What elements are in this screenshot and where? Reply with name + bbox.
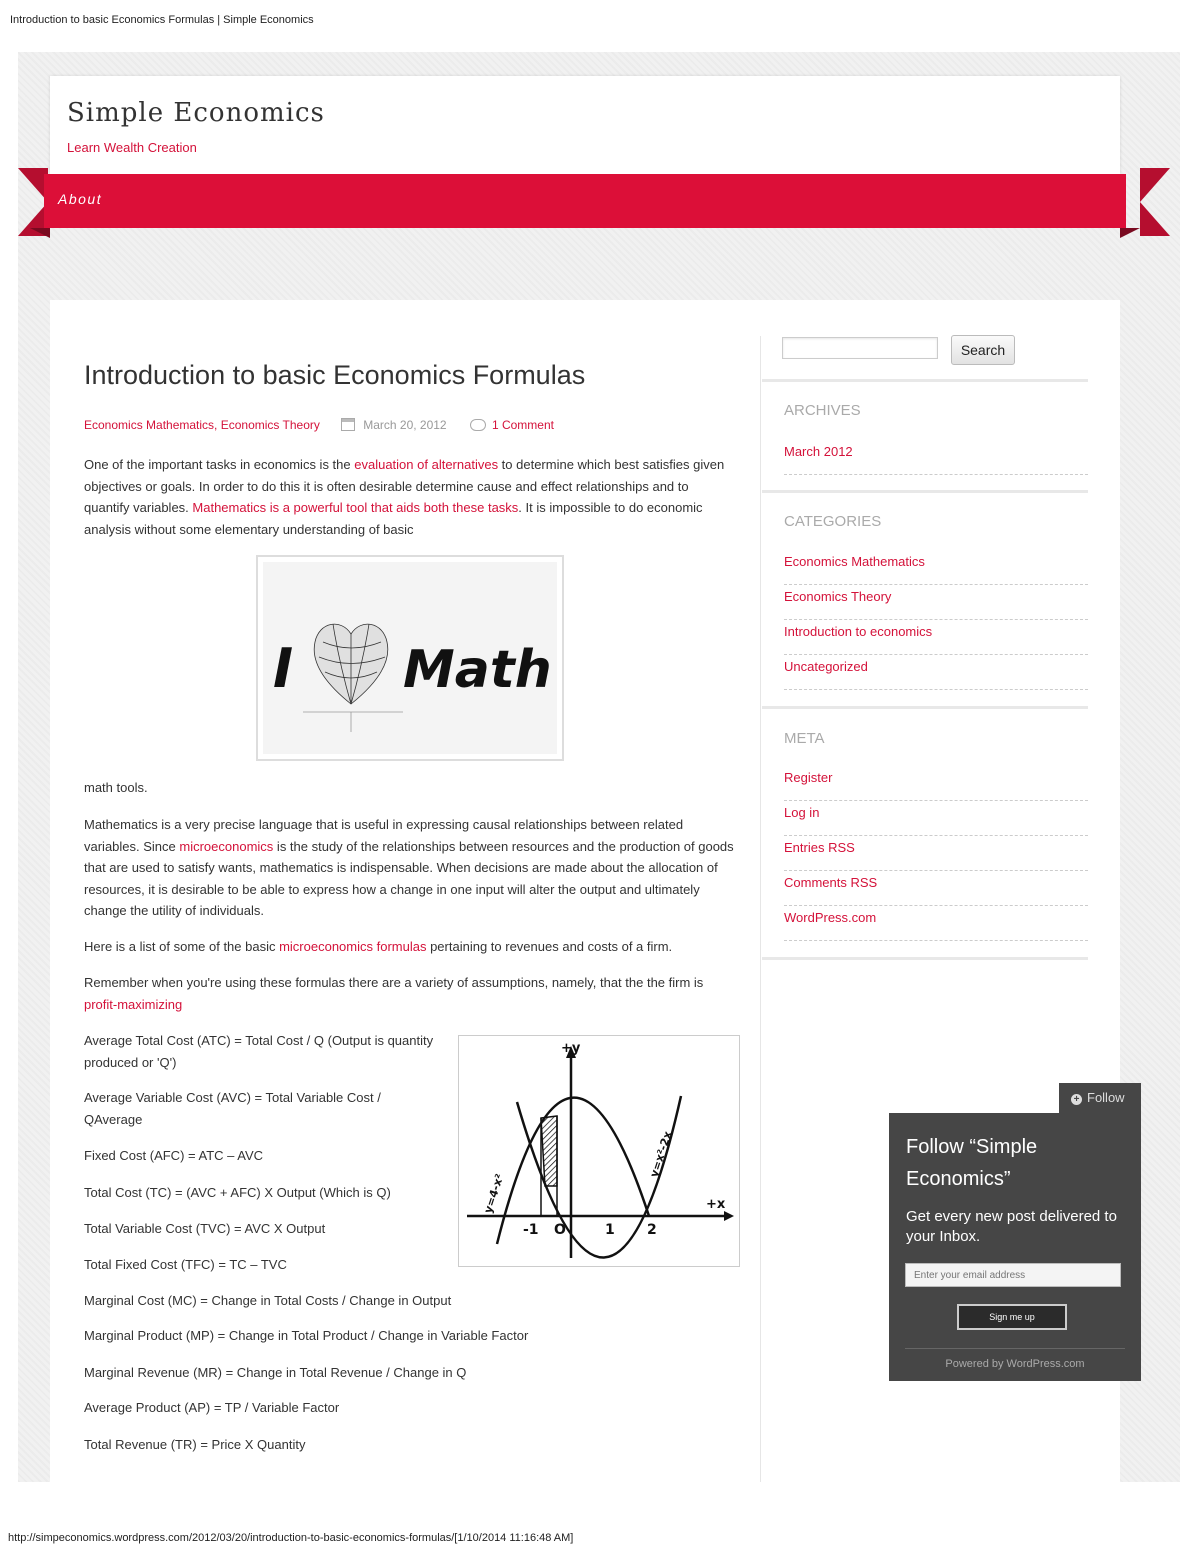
post-paragraph-4	[84, 972, 739, 1015]
meta-list	[784, 766, 1088, 941]
widget-separator	[762, 706, 1088, 709]
formula-mp: Marginal Product (MP) = Change in Total Product / Change in Variable Factor	[84, 1328, 529, 1343]
ribbon-end-right	[1140, 168, 1170, 236]
link-profit-maximizing[interactable]: profit-maximizing	[84, 996, 183, 1012]
print-page-title: Introduction to basic Economics Formulas | Simple Economics	[10, 14, 314, 26]
category-introduction-to-economics[interactable]: Introduction to economics	[784, 624, 933, 639]
follow-tab-button[interactable]	[1059, 1083, 1141, 1113]
tick-label: 2	[647, 1222, 657, 1238]
category-economics-theory[interactable]: Economics Theory	[784, 589, 892, 604]
list-item	[784, 550, 1088, 585]
list-item	[784, 620, 1088, 655]
svg-text:Math: Math	[403, 640, 552, 700]
formula-atc: Average Total Cost (ATC) = Total Cost / Q (Output is quantity produced or 'Q')	[84, 1033, 434, 1070]
comment-bubble-icon	[470, 419, 486, 431]
category-separator: ,	[214, 418, 221, 432]
meta-entries-rss-link[interactable]: Entries RSS	[784, 840, 855, 855]
link-evaluation-of-alternatives[interactable]: evaluation of alternatives	[354, 457, 499, 472]
curve-4-minus-x2	[497, 1098, 649, 1244]
meta-wordpress-link[interactable]: WordPress.com	[784, 910, 877, 925]
site-title[interactable]: Simple Economics	[67, 98, 325, 128]
sign-me-up-button[interactable]: Sign me up	[957, 1304, 1067, 1330]
follow-title: Follow “Simple Economics”	[906, 1136, 1038, 1190]
sidebar-divider	[760, 336, 761, 1482]
nav-item-about[interactable]: About	[58, 191, 103, 207]
i-love-math-image	[256, 555, 564, 761]
curve-label-left: y=4-x²	[481, 1172, 507, 1215]
list-item	[784, 766, 1088, 801]
formula-ap: Average Product (AP) = TP / Variable Factor	[84, 1400, 340, 1415]
post-paragraph-2	[84, 814, 739, 922]
formula-tc: Total Cost (TC) = (AVC + AFC) X Output (Which is Q)	[84, 1185, 391, 1200]
follow-divider	[905, 1348, 1125, 1349]
widget-title-archives: ARCHIVES	[784, 402, 861, 419]
post-meta	[84, 418, 554, 432]
text: is the study of the relationships between resources and the production of goods that are used to satisfy wants, mathematics is indispensable. When decisions are made about the allocation of resources, it is desirable to be able to express how a change in one input will alter the output and ultimately change the utility of individuals.	[84, 838, 734, 918]
formula-tvc: Total Variable Cost (TVC) = AVC X Output	[84, 1221, 326, 1236]
widget-separator	[762, 490, 1088, 493]
comments-link[interactable]: 1 Comment	[491, 418, 554, 432]
formula-tr: Total Revenue (TR) = Price X Quantity	[84, 1437, 306, 1452]
category-link-economics-theory[interactable]: Economics Theory	[220, 418, 320, 432]
x-axis-label: +x	[706, 1197, 726, 1212]
list-item	[784, 906, 1088, 941]
site-header	[50, 76, 1120, 174]
parabola-graph-image	[458, 1035, 740, 1267]
text: Here is a list of some of the basic	[84, 939, 280, 954]
search-input[interactable]	[782, 337, 938, 359]
i-love-math-graphic	[263, 562, 557, 754]
follow-panel	[889, 1113, 1141, 1381]
list-item	[784, 871, 1088, 906]
curve-label-right: y=x²-2x	[647, 1129, 675, 1179]
parabola-graph	[459, 1036, 739, 1266]
tick-label: O	[554, 1222, 566, 1238]
list-item	[784, 440, 1088, 475]
formula-mc: Marginal Cost (MC) = Change in Total Costs / Change in Output	[84, 1293, 452, 1308]
text: Remember when you're using these formulas there are a variety of assumptions, namely, that the the firm is	[84, 975, 704, 990]
post-paragraph-1-cont: math tools.	[84, 780, 148, 795]
list-item	[784, 801, 1088, 836]
text: to determine which best satisfies given objectives or goals. In order to do this it is often desirable determine cause and effect relationships and to quantify variables.	[84, 457, 725, 515]
search-button[interactable]: Search	[951, 335, 1015, 365]
archives-list	[784, 440, 1088, 475]
link-microeconomics-formulas[interactable]: microeconomics formulas	[279, 939, 427, 954]
widget-separator	[762, 379, 1088, 382]
formula-tfc: Total Fixed Cost (TFC) = TC – TVC	[84, 1257, 287, 1272]
text: . It is impossible to do economic analysis without some elementary understanding of basic	[84, 500, 703, 537]
post-title[interactable]: Introduction to basic Economics Formulas	[84, 360, 586, 390]
plus-icon: +	[1071, 1094, 1082, 1105]
widget-title-meta: META	[784, 730, 825, 747]
print-footer-url: http://simpeconomics.wordpress.com/2012/03/20/introduction-to-basic-economics-formulas/[1/10/2014 11:16:48 AM]	[8, 1532, 574, 1544]
text: One of the important tasks in economics is the	[84, 457, 355, 472]
post-date: March 20, 2012	[363, 418, 447, 432]
post-paragraph-3	[84, 936, 744, 958]
widget-separator	[762, 957, 1088, 960]
post-paragraph-1	[84, 454, 734, 540]
svg-text:I: I	[273, 637, 294, 700]
site-tagline: Learn Wealth Creation	[67, 140, 197, 155]
link-microeconomics[interactable]: microeconomics	[179, 838, 274, 854]
follow-tab-label: Follow	[1087, 1090, 1125, 1105]
category-economics-mathematics[interactable]: Economics Mathematics	[784, 554, 925, 569]
tick-label: -1	[523, 1222, 539, 1238]
text: Mathematics is a very precise language that is useful in expressing causal relationships between related variables. Since	[84, 817, 684, 854]
ribbon-fold-right	[1120, 228, 1140, 238]
archive-link-march-2012[interactable]: March 2012	[784, 444, 853, 459]
list-item	[784, 655, 1088, 690]
list-item	[784, 585, 1088, 620]
powered-by-wordpress-link[interactable]: Powered by WordPress.com	[945, 1358, 1085, 1370]
follow-description: Get every new post delivered to your Inbox.	[906, 1208, 1117, 1245]
formula-mr: Marginal Revenue (MR) = Change in Total Revenue / Change in Q	[84, 1365, 467, 1380]
tick-label: 1	[605, 1222, 615, 1238]
link-mathematics-powerful-tool[interactable]: Mathematics is a powerful tool that aids both these tasks	[192, 500, 519, 515]
heart-wireframe-icon	[303, 624, 403, 732]
formula-avc: Average Variable Cost (AVC) = Total Variable Cost / QAverage	[84, 1090, 381, 1127]
categories-list	[784, 550, 1088, 690]
ribbon-fold-left	[30, 228, 50, 238]
list-item	[784, 836, 1088, 871]
meta-login-link[interactable]: Log in	[784, 805, 820, 820]
meta-register-link[interactable]: Register	[784, 770, 833, 785]
formula-afc: Fixed Cost (AFC) = ATC – AVC	[84, 1148, 264, 1163]
category-link-economics-mathematics[interactable]: Economics Mathematics	[84, 418, 215, 432]
calendar-icon	[341, 418, 355, 431]
widget-title-categories: CATEGORIES	[784, 513, 882, 530]
main-navigation	[44, 174, 1126, 228]
follow-email-field[interactable]	[905, 1263, 1121, 1287]
y-axis-label: +y	[561, 1041, 581, 1056]
meta-comments-rss-link[interactable]: Comments RSS	[784, 875, 878, 890]
category-uncategorized[interactable]: Uncategorized	[784, 659, 868, 674]
text: pertaining to revenues and costs of a firm.	[426, 939, 673, 954]
